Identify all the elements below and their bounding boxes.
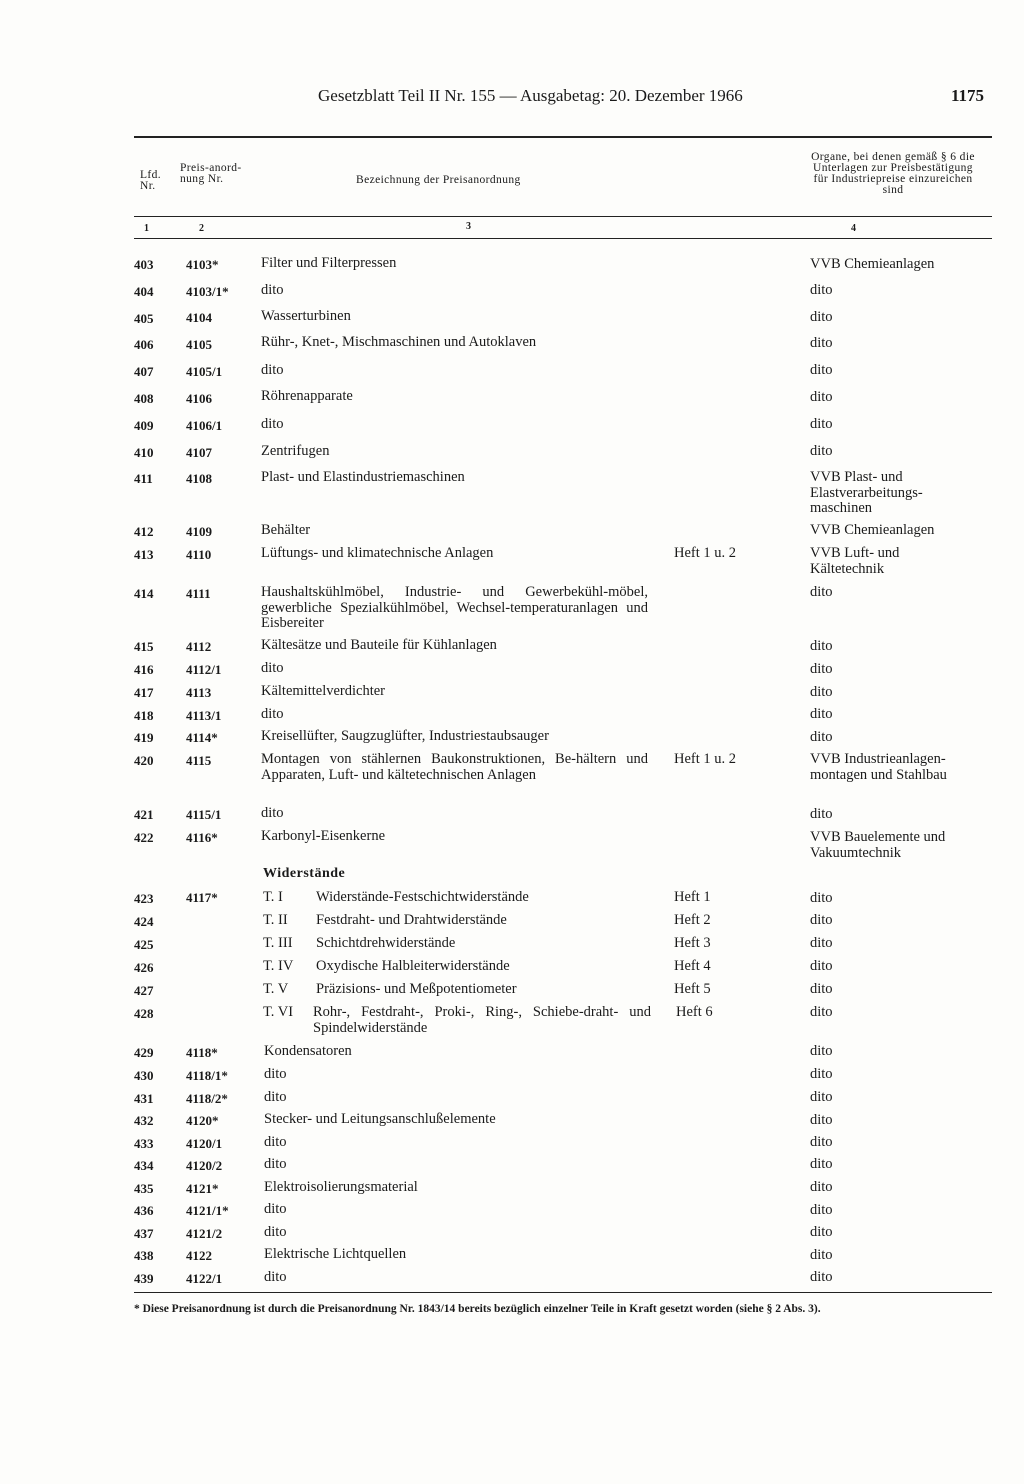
col-number-1: 1 [144, 223, 149, 234]
preisanordnung-nr: 4120* [186, 1113, 219, 1128]
preisanordnung-nr: 4109 [186, 524, 212, 539]
organ: VVB Chemieanlagen [810, 522, 935, 538]
bezeichnung: Elektrische Lichtquellen [264, 1246, 407, 1262]
preisanordnung-nr: 4118/2* [186, 1091, 228, 1106]
preisanordnung-nr: 4121/1* [186, 1203, 229, 1218]
organ: dito [810, 1089, 833, 1105]
organ: dito [810, 1247, 833, 1263]
header-title: Gesetzblatt Teil II Nr. 155 — Ausgabetag: 20. Dezember 1966 [318, 86, 743, 105]
bezeichnung: Widerstände-Festschichtwiderstände [316, 889, 529, 905]
lfd-nr: 403 [134, 257, 154, 272]
organ: dito [810, 638, 833, 654]
bezeichnung: dito [264, 1089, 287, 1105]
organ: dito [810, 1043, 833, 1059]
lfd-nr: 437 [134, 1226, 154, 1241]
organ: dito [810, 416, 833, 432]
footnote: * Diese Preisanordnung ist durch die Preisanordnung Nr. 1843/14 bereits bezüglich einzelner Teile in Kraft gesetzt worden (siehe § 2 Abs. 3). [134, 1303, 821, 1315]
lfd-nr: 416 [134, 662, 154, 677]
organ: dito [810, 706, 833, 722]
bezeichnung: dito [261, 282, 284, 298]
preisanordnung-nr: 4116* [186, 830, 218, 845]
bezeichnung: Montagen von stählernen Baukonstruktionen, Be-hältern und Apparaten, Luft- und kältetechnischen Anlagen [261, 751, 648, 783]
header-bottom-rule [134, 216, 992, 217]
preisanordnung-nr: 4103* [186, 257, 219, 272]
lfd-nr: 426 [134, 960, 154, 975]
organ: dito [810, 981, 833, 997]
col-header-preisanordnung: Preis-anord-nung Nr. [180, 162, 242, 185]
heft: Heft 6 [676, 1004, 713, 1020]
bezeichnung: Behälter [261, 522, 311, 538]
lfd-nr: 429 [134, 1045, 154, 1060]
preisanordnung-nr: 4115 [186, 753, 212, 768]
preisanordnung-nr: 4112 [186, 639, 212, 654]
bezeichnung: Lüftungs- und klimatechnische Anlagen [261, 545, 494, 561]
preisanordnung-nr: 4103/1* [186, 284, 229, 299]
lfd-nr: 428 [134, 1006, 154, 1021]
organ: dito [810, 684, 833, 700]
lfd-nr: 421 [134, 807, 154, 822]
lfd-nr: 409 [134, 418, 154, 433]
section-title-widerstaende: Widerstände [263, 866, 346, 881]
bezeichnung: Plast- und Elastindustriemaschinen [261, 469, 465, 485]
lfd-nr: 439 [134, 1271, 154, 1286]
bezeichnung: Elektroisolierungsmaterial [264, 1179, 418, 1195]
preisanordnung-nr: 4122 [186, 1248, 212, 1263]
organ: dito [810, 335, 833, 351]
lfd-nr: 431 [134, 1091, 154, 1106]
heft: Heft 1 u. 2 [674, 751, 737, 767]
lfd-nr: 436 [134, 1203, 154, 1218]
preisanordnung-nr: 4115/1 [186, 807, 222, 822]
organ: VVB Industrieanlagen-montagen und Stahlbau [810, 751, 947, 783]
lfd-nr: 433 [134, 1136, 154, 1151]
bezeichnung: Kondensatoren [264, 1043, 352, 1059]
lfd-nr: 435 [134, 1181, 154, 1196]
col-number-4: 4 [851, 223, 856, 234]
lfd-nr: 404 [134, 284, 154, 299]
organ: dito [810, 443, 833, 459]
bezeichnung: Kreisellüfter, Saugzuglüfter, Industriestaubsauger [261, 728, 549, 744]
lfd-nr: 411 [134, 471, 153, 486]
organ: dito [810, 935, 833, 951]
teil: T. V [263, 981, 289, 997]
lfd-nr: 438 [134, 1248, 154, 1263]
heft: Heft 5 [674, 981, 711, 997]
preisanordnung-nr: 4108 [186, 471, 212, 486]
organ: dito [810, 362, 833, 378]
bezeichnung: Rohr-, Festdraht-, Proki-, Ring-, Schiebe-draht- und Spindelwiderstände [313, 1004, 651, 1036]
preisanordnung-nr: 4118/1* [186, 1068, 228, 1083]
bezeichnung: Präzisions- und Meßpotentiometer [316, 981, 517, 997]
preisanordnung-nr: 4105 [186, 337, 212, 352]
table-top-rule [134, 136, 992, 138]
col-number-2: 2 [199, 223, 204, 234]
organ: dito [810, 1134, 833, 1150]
organ: dito [810, 729, 833, 745]
col-header-organe: Organe, bei denen gemäß § 6 die Unterlagen zur Preisbestätigung für Industriepreise einzureichen sind [811, 151, 975, 196]
bezeichnung: Schichtdrehwiderstände [316, 935, 456, 951]
bezeichnung: Kältemittelverdichter [261, 683, 386, 699]
preisanordnung-nr: 4110 [186, 547, 212, 562]
bezeichnung: dito [264, 1224, 287, 1240]
lfd-nr: 407 [134, 364, 154, 379]
bezeichnung: dito [261, 416, 284, 432]
bezeichnung: Stecker- und Leitungsanschlußelemente [264, 1111, 496, 1127]
organ: VVB Chemieanlagen [810, 256, 935, 272]
col-number-3: 3 [466, 221, 471, 232]
bezeichnung: Zentrifugen [261, 443, 330, 459]
bezeichnung: dito [264, 1066, 287, 1082]
preisanordnung-nr: 4105/1 [186, 364, 223, 379]
organ: dito [810, 806, 833, 822]
preisanordnung-nr: 4104 [186, 310, 212, 325]
teil: T. II [263, 912, 288, 928]
lfd-nr: 418 [134, 708, 154, 723]
organ: dito [810, 1224, 833, 1240]
lfd-nr: 434 [134, 1158, 154, 1173]
bezeichnung: Festdraht- und Drahtwiderstände [316, 912, 507, 928]
bezeichnung: dito [264, 1134, 287, 1150]
preisanordnung-nr: 4106/1 [186, 418, 223, 433]
lfd-nr: 424 [134, 914, 154, 929]
preisanordnung-nr: 4107 [186, 445, 212, 460]
bezeichnung: dito [261, 805, 284, 821]
bezeichnung: Rühr-, Knet-, Mischmaschinen und Autoklaven [261, 334, 537, 350]
lfd-nr: 427 [134, 983, 154, 998]
bezeichnung: Wasserturbinen [261, 308, 351, 324]
preisanordnung-nr: 4114* [186, 730, 218, 745]
bezeichnung: Karbonyl-Eisenkerne [261, 828, 386, 844]
organ: VVB Luft- und Kältetechnik [810, 545, 900, 577]
teil: T. I [263, 889, 283, 905]
organ: dito [810, 309, 833, 325]
heft: Heft 3 [674, 935, 711, 951]
organ: dito [810, 912, 833, 928]
lfd-nr: 413 [134, 547, 154, 562]
organ: dito [810, 661, 833, 677]
heft: Heft 4 [674, 958, 711, 974]
col-header-bezeichnung: Bezeichnung der Preisanordnung [356, 174, 521, 186]
preisanordnung-nr: 4121/2 [186, 1226, 223, 1241]
preisanordnung-nr: 4111 [186, 586, 211, 601]
table-bottom-rule [134, 1292, 992, 1293]
bezeichnung: dito [264, 1269, 287, 1285]
organ: dito [810, 1179, 833, 1195]
bezeichnung: dito [261, 706, 284, 722]
heft: Heft 2 [674, 912, 711, 928]
organ: dito [810, 1269, 833, 1285]
organ: VVB Bauelemente und Vakuumtechnik [810, 829, 946, 861]
lfd-nr: 432 [134, 1113, 154, 1128]
page-header [0, 86, 1024, 110]
col-header-lfd: Lfd. Nr. [140, 169, 162, 192]
organ: dito [810, 958, 833, 974]
teil: T. VI [263, 1004, 294, 1020]
lfd-nr: 405 [134, 311, 154, 326]
lfd-nr: 425 [134, 937, 154, 952]
organ: dito [810, 1004, 833, 1020]
bezeichnung: dito [261, 660, 284, 676]
heft: Heft 1 u. 2 [674, 545, 737, 561]
organ: dito [810, 1112, 833, 1128]
organ: dito [810, 1066, 833, 1082]
colnum-bottom-rule [134, 238, 992, 239]
bezeichnung: Kältesätze und Bauteile für Kühlanlagen [261, 637, 497, 653]
preisanordnung-nr: 4120/2 [186, 1158, 223, 1173]
lfd-nr: 406 [134, 337, 154, 352]
lfd-nr: 410 [134, 445, 154, 460]
bezeichnung: dito [261, 362, 284, 378]
organ: dito [810, 282, 833, 298]
preisanordnung-nr: 4122/1 [186, 1271, 223, 1286]
bezeichnung: dito [264, 1156, 287, 1172]
bezeichnung: Haushaltskühlmöbel, Industrie- und Gewerbekühl-möbel, gewerbliche Spezialkühlmöbel, Wechsel-temperaturanlagen und Eisbereiter [261, 584, 648, 631]
preisanordnung-nr: 4106 [186, 391, 212, 406]
bezeichnung: Röhrenapparate [261, 388, 353, 404]
lfd-nr: 417 [134, 685, 154, 700]
bezeichnung: dito [264, 1201, 287, 1217]
teil: T. III [263, 935, 293, 951]
lfd-nr: 414 [134, 586, 154, 601]
lfd-nr: 423 [134, 891, 154, 906]
lfd-nr: 412 [134, 524, 154, 539]
lfd-nr: 430 [134, 1068, 154, 1083]
preisanordnung-nr: 4113 [186, 685, 212, 700]
preisanordnung-nr: 4117* [186, 890, 218, 905]
organ: VVB Plast- und Elastverarbeitungs-maschinen [810, 469, 923, 516]
preisanordnung-nr: 4121* [186, 1181, 219, 1196]
page-number: 1175 [951, 86, 985, 105]
organ: dito [810, 1202, 833, 1218]
preisanordnung-nr: 4112/1 [186, 662, 222, 677]
organ: dito [810, 890, 833, 906]
organ: dito [810, 389, 833, 405]
preisanordnung-nr: 4113/1 [186, 708, 222, 723]
lfd-nr: 420 [134, 753, 154, 768]
lfd-nr: 422 [134, 830, 154, 845]
lfd-nr: 419 [134, 730, 154, 745]
preisanordnung-nr: 4118* [186, 1045, 218, 1060]
heft: Heft 1 [674, 889, 711, 905]
teil: T. IV [263, 958, 294, 974]
organ: dito [810, 584, 833, 600]
lfd-nr: 408 [134, 391, 154, 406]
lfd-nr: 415 [134, 639, 154, 654]
bezeichnung: Filter und Filterpressen [261, 255, 397, 271]
organ: dito [810, 1156, 833, 1172]
bezeichnung: Oxydische Halbleiterwiderstände [316, 958, 510, 974]
preisanordnung-nr: 4120/1 [186, 1136, 223, 1151]
